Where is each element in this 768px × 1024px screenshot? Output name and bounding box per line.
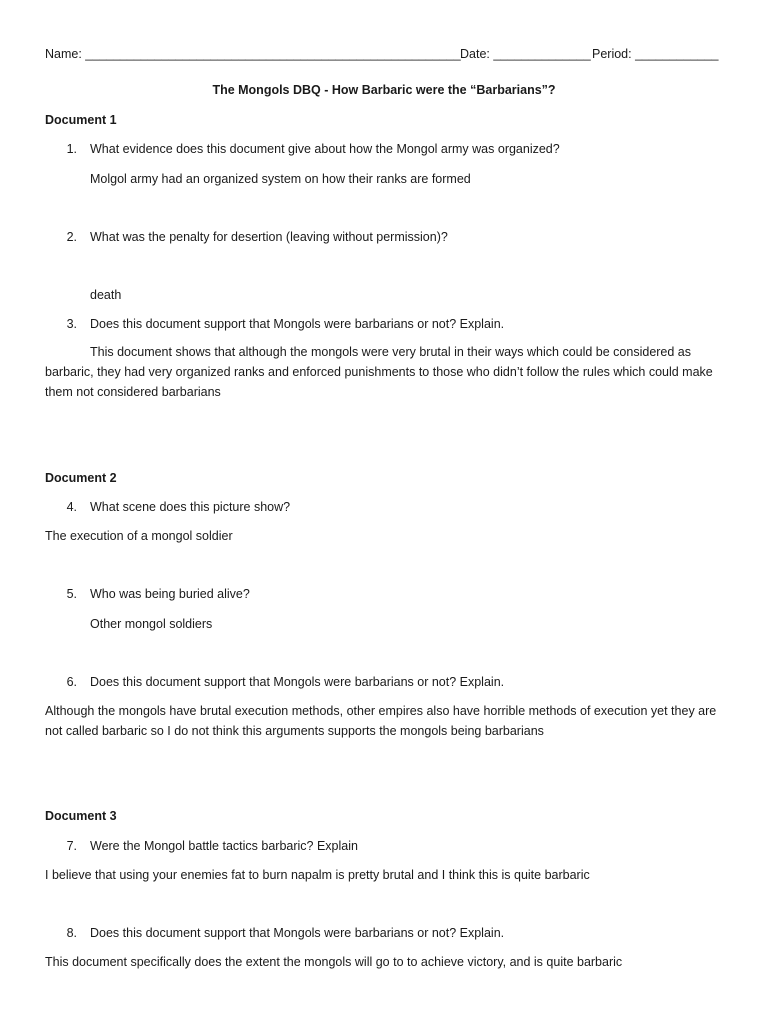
- question-7-number: 7.: [66, 839, 77, 853]
- question-2-number: 2.: [66, 230, 77, 244]
- answer-1: Molgol army had an organized system on how their ranks are formed: [90, 172, 471, 186]
- question-6-number: 6.: [66, 675, 77, 689]
- question-6-text: Does this document support that Mongols were barbarians or not? Explain.: [90, 675, 505, 689]
- worksheet-title: The Mongols DBQ - How Barbaric were the “Barbarians”?: [212, 83, 556, 97]
- question-8-number: 8.: [66, 926, 77, 940]
- answer-2: death: [90, 288, 122, 302]
- document-2-heading: Document 2: [45, 471, 117, 485]
- question-4-number: 4.: [66, 500, 77, 514]
- document-1-heading: Document 1: [45, 113, 117, 127]
- name-field-label: Name: ______________________________________________________: [45, 47, 461, 61]
- document-3-heading: Document 3: [45, 809, 117, 823]
- answer-4: The execution of a mongol soldier: [45, 529, 233, 543]
- question-5-number: 5.: [66, 587, 77, 601]
- question-7-text: Were the Mongol battle tactics barbaric? Explain: [90, 839, 358, 853]
- question-3-text: Does this document support that Mongols were barbarians or not? Explain.: [90, 317, 505, 331]
- date-field-label: Date: ______________: [460, 47, 591, 61]
- question-1-text: What evidence does this document give about how the Mongol army was organized?: [90, 142, 560, 156]
- answer-7: I believe that using your enemies fat to burn napalm is pretty brutal and I think this is quite barbaric: [45, 868, 590, 882]
- period-field-label: Period: ____________: [592, 47, 719, 61]
- question-1-number: 1.: [66, 142, 77, 156]
- question-4-text: What scene does this picture show?: [90, 500, 291, 514]
- answer-3: This document shows that although the mongols were very brutal in their ways which could be considered as barbaric, they had very organized ranks and enforced punishments to those who didn’t follow the rules which could make them not considered barbarians: [45, 345, 713, 399]
- question-3-number: 3.: [66, 317, 77, 331]
- answer-5: Other mongol soldiers: [90, 617, 213, 631]
- question-5-text: Who was being buried alive?: [90, 587, 250, 601]
- answer-8: This document specifically does the extent the mongols will go to to achieve victory, and is quite barbaric: [45, 955, 623, 969]
- question-8-text: Does this document support that Mongols were barbarians or not? Explain.: [90, 926, 505, 940]
- question-2-text: What was the penalty for desertion (leaving without permission)?: [90, 230, 448, 244]
- answer-6: Although the mongols have brutal execution methods, other empires also have horrible methods of execution yet they are not called barbaric so I do not think this arguments supports the mongols being barbarians: [45, 704, 717, 738]
